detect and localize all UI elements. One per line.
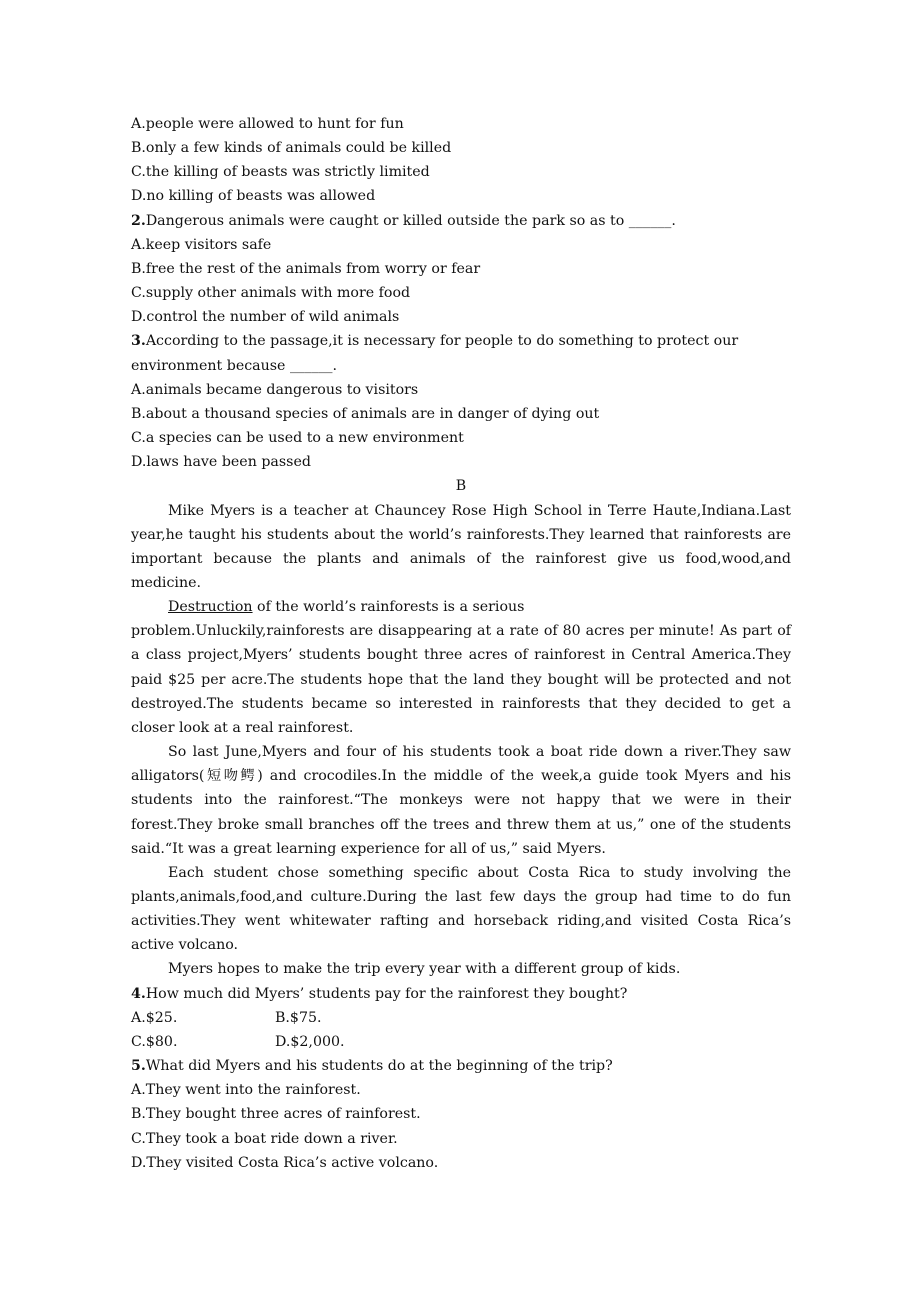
q5-option-b: B.They bought three acres of rainforest. (131, 1106, 421, 1123)
q2-option-a: A.keep visitors safe (131, 236, 272, 253)
q3-stem-line2: environment because ______. (131, 357, 338, 374)
q4-option-c: C.$80. (131, 1033, 178, 1050)
question-1-options (131, 112, 791, 209)
question-3 (131, 329, 791, 474)
q4-stem (131, 982, 791, 1006)
question-5 (131, 1054, 791, 1175)
question-4 (131, 982, 791, 1054)
q2-option-d: D.control the number of wild animals (131, 309, 400, 326)
q3-stem-line1 (131, 329, 791, 353)
q3-option-d: D.laws have been passed (131, 454, 311, 471)
q1-option-b: B.only a few kinds of animals could be killed (131, 140, 452, 157)
underlined-word: Destruction (168, 599, 253, 616)
q5-stem-text: What did Myers and his students do at the beginning of the trip? (145, 1058, 613, 1075)
q1-option-a: A.people were allowed to hunt for fun (131, 116, 404, 132)
q4-option-a: A.$25. (131, 1009, 178, 1026)
passage-paragraph-1: Mike Myers is a teacher at Chauncey Rose High School in Terre Haute,Indiana.Last year,he taught his students about the world’s rainforests.They learned that rainforests are important because the plants and animals of the rainforest give us food,wood,and medicine. (131, 502, 791, 591)
passage-paragraph-2-line1 (131, 595, 791, 619)
passage-paragraph-4: Each student chose something specific about Costa Rica to study involving the plants,animals,food,and culture.During the last few days the group had time to do fun activities.They went whitewater rafting and horseback riding,and visited Costa Rica’s active volcano. (131, 864, 791, 954)
paragraph-2-line1-text: of the world’s rainforests is a serious (252, 599, 525, 616)
q3-option-b: B.about a thousand species of animals are in danger of dying out (131, 405, 600, 422)
document-page (131, 112, 791, 1175)
q2-option-c: C.supply other animals with more food (131, 285, 411, 302)
q5-option-d: D.They visited Costa Rica’s active volcano. (131, 1154, 439, 1171)
q5-option-a: A.They went into the rainforest. (131, 1082, 361, 1099)
q3-number: 3. (131, 333, 146, 350)
q4-options-row-1 (131, 1006, 791, 1030)
passage-paragraph-5: Myers hopes to make the trip every year with a different group of kids. (168, 961, 681, 978)
q5-option-c: C.They took a boat ride down a river. (131, 1130, 398, 1147)
q3-option-c: C.a species can be used to a new environment (131, 430, 464, 447)
q5-number: 5. (131, 1058, 146, 1075)
section-b-heading: B (455, 478, 467, 495)
q3-option-a: A.animals became dangerous to visitors (131, 381, 419, 398)
q5-stem (131, 1054, 791, 1078)
q3-stem-text: According to the passage,it is necessary for people to do something to protect our (145, 333, 739, 350)
q4-stem-text: How much did Myers’ students pay for the rainforest they bought? (145, 985, 628, 1002)
question-2 (131, 209, 791, 330)
q2-number: 2. (131, 212, 146, 229)
section-b (131, 474, 791, 981)
q1-option-d: D.no killing of beasts was allowed (131, 188, 376, 205)
passage-paragraph-2-rest: problem.Unluckily,rainforests are disappearing at a rate of 80 acres per minute! As part of a class project,Myers’ students bought three acres of rainforest in Central America.They paid $25 per acre.The students hope that the land they bought will be protected and not destroyed.The students became so interested in rainforests that they decided to get a closer look at a real rainforest. (131, 623, 791, 736)
q2-option-b: B.free the rest of the animals from worry or fear (131, 260, 481, 277)
q1-option-c: C.the killing of beasts was strictly limited (131, 164, 430, 181)
q4-number: 4. (131, 985, 146, 1002)
q2-stem (131, 209, 791, 233)
passage-paragraph-3: So last June,Myers and four of his students took a boat ride down a river.They saw alligators(短吻鳄) and crocodiles.In the middle of the week,a guide took Myers and his students into the rainforest.“The monkeys were not happy that we were in their forest.They broke small branches off the trees and threw them at us,” one of the students said.“It was a great learning experience for all of us,” said Myers. (131, 744, 791, 857)
q4-options-row-2 (131, 1030, 791, 1054)
q4-option-b: B.$75. (275, 1009, 322, 1026)
q2-stem-text: Dangerous animals were caught or killed outside the park so as to ______. (145, 212, 676, 229)
q4-option-d: D.$2,000. (275, 1033, 345, 1050)
